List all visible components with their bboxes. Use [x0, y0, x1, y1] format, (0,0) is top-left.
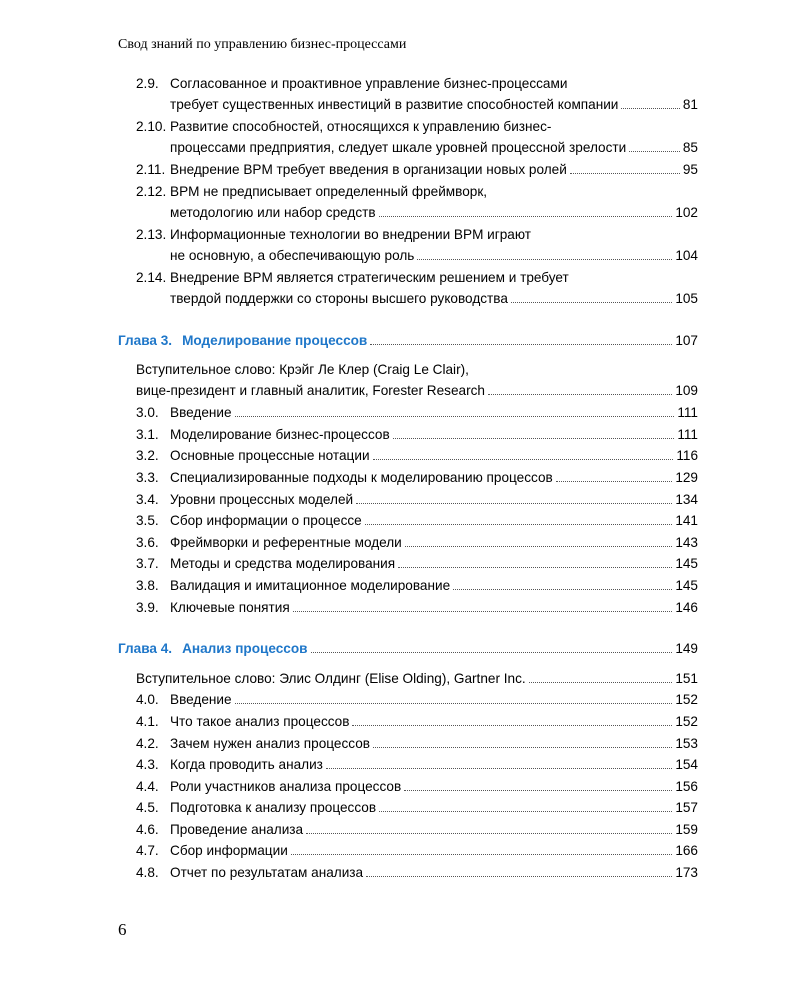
- entry-title: Когда проводить анализ: [170, 757, 323, 773]
- entry-page: 134: [675, 491, 698, 507]
- entry-number: 3.9.: [136, 599, 159, 615]
- entry-page: 145: [675, 577, 698, 593]
- entry-title: Введение: [170, 692, 232, 708]
- entry-title: Отчет по результатам анализа: [170, 865, 364, 881]
- entry-title: Проведение анализа: [170, 821, 304, 837]
- page-number: 6: [118, 920, 127, 939]
- toc-entry[interactable]: [118, 442, 698, 464]
- entry-title: Валидация и имитационное моделирование: [170, 577, 451, 593]
- dot-leader: [293, 611, 673, 612]
- entry-page: 157: [675, 800, 698, 816]
- chapter-page: 107: [675, 332, 698, 348]
- entry-number: 4.1.: [136, 713, 159, 729]
- dot-leader: [366, 876, 672, 877]
- intro-line2: вице-президент и главный аналитик, Forester Research: [136, 383, 485, 399]
- entry-page: 146: [675, 599, 698, 615]
- entry-title-line2: процессами предприятия, следует шкале уровней процессной зрелости: [170, 140, 627, 155]
- entry-number: 2.14.: [136, 269, 167, 285]
- entry-number: 2.9.: [136, 76, 159, 91]
- toc-entry-2-9[interactable]: [118, 70, 698, 113]
- entry-number: 3.2.: [136, 448, 159, 464]
- entry-number: 3.8.: [136, 577, 159, 593]
- entry-title-line1: BPM не предписывает определенный фреймворк,: [170, 183, 488, 199]
- entry-title-line1: Внедрение BPM является стратегическим решением и требует: [170, 269, 569, 285]
- toc-entry[interactable]: [118, 859, 698, 881]
- dot-leader: [570, 173, 680, 174]
- entry-title-line2: требует существенных инвестиций в развитие способностей компании: [170, 97, 619, 112]
- dot-leader: [405, 546, 673, 547]
- entry-page: 159: [675, 821, 698, 837]
- entry-number: 2.12.: [136, 183, 167, 199]
- dot-leader: [352, 725, 672, 726]
- toc-entry[interactable]: [118, 507, 698, 529]
- entry-page: 81: [682, 97, 698, 112]
- toc-entry-2-10[interactable]: [118, 113, 698, 156]
- toc-entry[interactable]: [118, 399, 698, 421]
- entry-page: 152: [675, 692, 698, 708]
- entry-title-line2: твердой поддержки со стороны высшего руководства: [170, 290, 508, 306]
- toc-entry[interactable]: [118, 464, 698, 486]
- entry-number: 3.5.: [136, 513, 159, 529]
- entry-page: 145: [675, 556, 698, 572]
- toc-entry-ch3-intro[interactable]: [118, 356, 698, 399]
- entry-page: 111: [677, 405, 698, 421]
- entry-title-line1: Информационные технологии во внедрении BPM играют: [170, 226, 531, 242]
- entry-page: 151: [675, 670, 698, 686]
- dot-leader: [356, 503, 672, 504]
- entry-number: 3.3.: [136, 469, 159, 485]
- entry-title: Сбор информации о процессе: [170, 513, 362, 529]
- toc-entry[interactable]: [118, 794, 698, 816]
- entry-number: 4.8.: [136, 865, 159, 881]
- entry-title-line1: Согласованное и проактивное управление бизнес-процессами: [170, 76, 568, 91]
- entry-title-line2: не основную, а обеспечивающую роль: [170, 247, 415, 263]
- toc-entry[interactable]: [118, 572, 698, 594]
- toc-chapter-3[interactable]: [118, 327, 698, 349]
- dot-leader: [379, 216, 673, 217]
- dot-leader: [326, 768, 672, 769]
- dot-leader: [306, 833, 672, 834]
- chapter-page: 149: [675, 641, 698, 657]
- entry-page: 143: [675, 534, 698, 550]
- dot-leader: [379, 811, 672, 812]
- entry-page: 104: [675, 247, 698, 263]
- toc-entry[interactable]: [118, 486, 698, 508]
- entry-page: 153: [675, 735, 698, 751]
- chapter-label: Глава 3.: [118, 332, 173, 348]
- dot-leader: [398, 567, 672, 568]
- dot-leader: [393, 438, 675, 439]
- entry-page: 85: [682, 140, 698, 155]
- entry-title: Зачем нужен анализ процессов: [170, 735, 370, 751]
- chapter-title: Моделирование процессов: [182, 332, 368, 348]
- entry-page: 95: [682, 162, 698, 177]
- entry-number: 4.2.: [136, 735, 159, 751]
- entry-page: 105: [675, 290, 698, 306]
- entry-page: 173: [675, 865, 698, 881]
- dot-leader: [417, 259, 672, 260]
- intro-line1: Вступительное слово: Элис Олдинг (Elise Olding), Gartner Inc.: [136, 670, 526, 686]
- entry-title-line1: Развитие способностей, относящихся к управлению бизнес-: [170, 119, 552, 134]
- dot-leader: [629, 151, 680, 152]
- toc-entry[interactable]: [118, 751, 698, 773]
- toc-entry[interactable]: [118, 529, 698, 551]
- entry-title: Что такое анализ процессов: [170, 713, 350, 729]
- dot-leader: [373, 459, 674, 460]
- dot-leader: [291, 854, 673, 855]
- entry-page: 154: [675, 757, 698, 773]
- entry-number: 2.11.: [136, 162, 166, 177]
- entry-title: Специализированные подходы к моделированию процессов: [170, 469, 553, 485]
- toc-entry-2-13[interactable]: [118, 221, 698, 264]
- chapter-4-sections: [118, 686, 698, 880]
- toc-entry[interactable]: [118, 550, 698, 572]
- entry-title: Ключевые понятия: [170, 599, 290, 615]
- chapter-heading: [118, 638, 308, 659]
- entry-page: 102: [675, 204, 698, 220]
- toc-entry[interactable]: [118, 730, 698, 752]
- dot-leader: [556, 481, 673, 482]
- entry-page: 111: [677, 426, 698, 442]
- intro-line1: Вступительное слово: Крэйг Ле Клер (Craig Le Clair),: [136, 362, 469, 378]
- chapter-label: Глава 4.: [118, 641, 173, 657]
- toc-entry-2-11[interactable]: [118, 156, 698, 178]
- entry-title: Роли участников анализа процессов: [170, 778, 402, 794]
- entry-number: 4.7.: [136, 843, 159, 859]
- dot-leader: [311, 652, 673, 653]
- entry-title: Введение: [170, 405, 232, 421]
- toc-entry-2-12[interactable]: [118, 178, 698, 221]
- table-of-contents: [118, 70, 698, 881]
- entry-page: 156: [675, 778, 698, 794]
- toc-entry[interactable]: [118, 708, 698, 730]
- entry-title: Методы и средства моделирования: [170, 556, 396, 572]
- dot-leader: [621, 108, 679, 109]
- entry-number: 4.6.: [136, 821, 159, 837]
- entry-page: 129: [675, 469, 698, 485]
- entry-number: 3.7.: [136, 556, 159, 572]
- entry-title: Сбор информации: [170, 843, 288, 859]
- toc-chapter-4[interactable]: [118, 635, 698, 657]
- entry-page: 116: [676, 448, 698, 464]
- dot-leader: [373, 747, 672, 748]
- dot-leader: [404, 790, 672, 791]
- toc-entry[interactable]: [118, 421, 698, 443]
- entry-number: 4.0.: [136, 692, 159, 708]
- dot-leader: [529, 682, 673, 683]
- entry-title: Подготовка к анализу процессов: [170, 800, 377, 816]
- chapter-heading: [118, 330, 367, 351]
- entry-number: 2.13.: [136, 226, 167, 242]
- entry-page: 152: [675, 713, 698, 729]
- entry-page: 109: [675, 383, 698, 399]
- entry-page: 166: [675, 843, 698, 859]
- entry-page: 141: [675, 513, 698, 529]
- entry-title: Внедрение BPM требует введения в организации новых ролей: [170, 162, 567, 177]
- entry-number: 3.6.: [136, 534, 159, 550]
- entry-number: 3.1.: [136, 426, 159, 442]
- toc-entry-ch4-intro[interactable]: [118, 665, 698, 687]
- toc-entry[interactable]: [118, 773, 698, 795]
- dot-leader: [365, 524, 673, 525]
- toc-entry-2-14[interactable]: [118, 264, 698, 307]
- dot-leader: [370, 344, 672, 345]
- entry-title: Фреймворки и референтные модели: [170, 534, 402, 550]
- entry-title-line2: методологию или набор средств: [170, 204, 376, 220]
- dot-leader: [453, 589, 672, 590]
- running-header: Свод знаний по управлению бизнес-процессами: [118, 37, 407, 52]
- entry-number: 4.4.: [136, 778, 159, 794]
- entry-title: Основные процессные нотации: [170, 448, 370, 464]
- entry-number: 4.3.: [136, 757, 159, 773]
- entry-number: 2.10.: [136, 119, 167, 134]
- entry-title: Уровни процессных моделей: [170, 491, 354, 507]
- chapter-3-sections: [118, 399, 698, 615]
- entry-title: Моделирование бизнес-процессов: [170, 426, 390, 442]
- toc-entry[interactable]: [118, 837, 698, 859]
- entry-number: 3.0.: [136, 405, 159, 421]
- toc-entry[interactable]: [118, 686, 698, 708]
- dot-leader: [488, 394, 672, 395]
- dot-leader: [235, 703, 673, 704]
- chapter-title: Анализ процессов: [182, 641, 308, 657]
- toc-entry[interactable]: [118, 594, 698, 616]
- entry-number: 3.4.: [136, 491, 159, 507]
- dot-leader: [235, 416, 675, 417]
- toc-entry[interactable]: [118, 816, 698, 838]
- dot-leader: [511, 302, 672, 303]
- entry-number: 4.5.: [136, 800, 159, 816]
